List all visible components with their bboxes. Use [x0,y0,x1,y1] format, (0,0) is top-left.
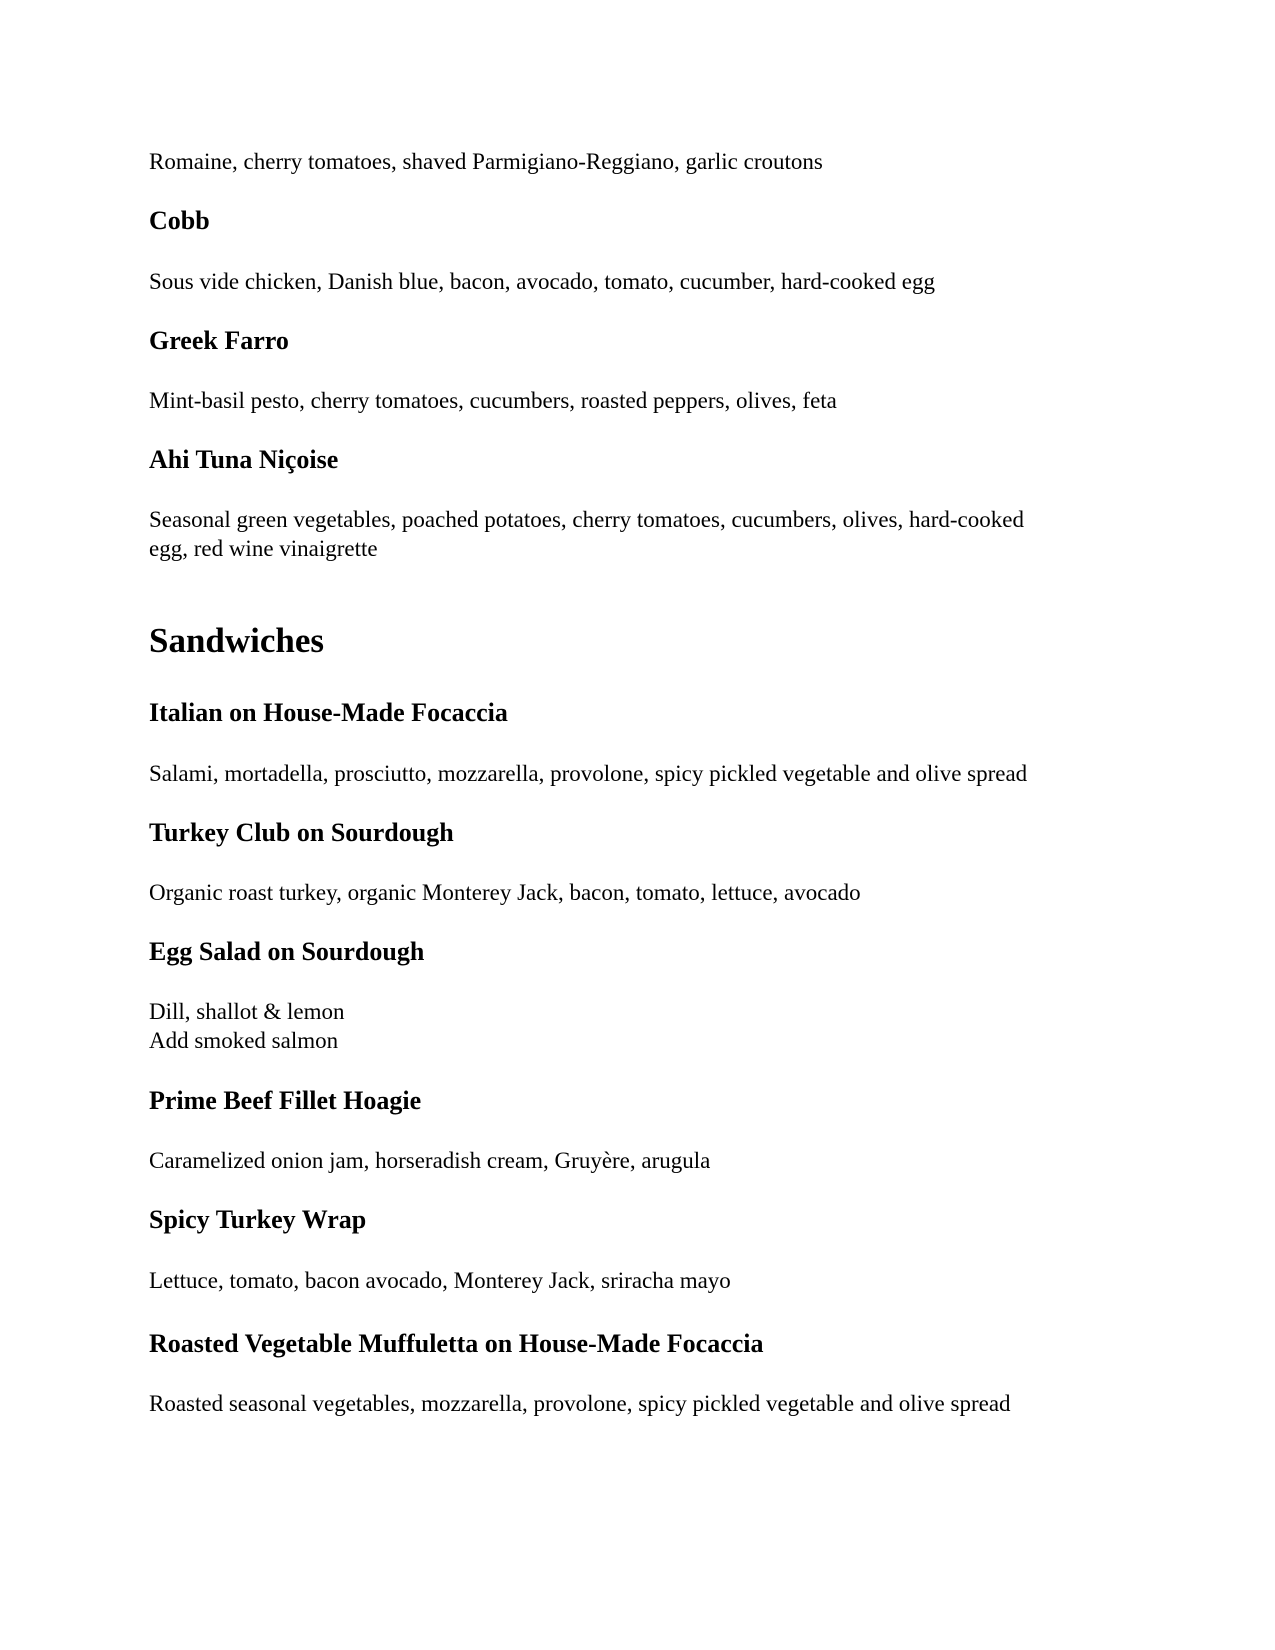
description-line: Seasonal green vegetables, poached potatoes, cherry tomatoes, cucumbers, olives, hard-cooked [149,507,1024,532]
sandwich-item-name-prime-beef-hoagie: Prime Beef Fillet Hoagie [149,1086,422,1115]
salad-item-name-greek-farro: Greek Farro [149,326,289,355]
salad-item-name-ahi-tuna-nicoise: Ahi Tuna Niçoise [149,445,339,474]
description-line: Add smoked salmon [149,1028,339,1053]
sandwich-item-description-turkey-club: Organic roast turkey, organic Monterey Jack, bacon, tomato, lettuce, avocado [149,880,861,905]
description-line: egg, red wine vinaigrette [149,536,378,561]
sandwich-item-description-spicy-turkey-wrap: Lettuce, tomato, bacon avocado, Monterey Jack, sriracha mayo [149,1268,731,1293]
sandwich-item-description-prime-beef-hoagie: Caramelized onion jam, horseradish cream, Gruyère, arugula [149,1148,711,1173]
sandwich-item-name-egg-salad: Egg Salad on Sourdough [149,937,425,966]
sandwich-item-name-spicy-turkey-wrap: Spicy Turkey Wrap [149,1205,367,1234]
salad-description-caesar: Romaine, cherry tomatoes, shaved Parmigiano-Reggiano, garlic croutons [149,149,823,174]
sandwich-item-name-roasted-vegetable-muffuletta: Roasted Vegetable Muffuletta on House-Made Focaccia [149,1329,764,1358]
sandwich-item-name-italian: Italian on House-Made Focaccia [149,698,508,727]
sandwich-item-description-italian: Salami, mortadella, prosciutto, mozzarella, provolone, spicy pickled vegetable and olive spread [149,761,1028,786]
sandwich-item-name-turkey-club: Turkey Club on Sourdough [149,818,454,847]
salad-item-description-greek-farro: Mint-basil pesto, cherry tomatoes, cucumbers, roasted peppers, olives, feta [149,388,837,413]
salad-item-name-cobb: Cobb [149,206,210,235]
description-line: Dill, shallot & lemon [149,999,345,1024]
salad-item-description-ahi-tuna-nicoise [149,505,1024,563]
salad-item-description-cobb: Sous vide chicken, Danish blue, bacon, avocado, tomato, cucumber, hard-cooked egg [149,269,935,294]
sandwich-item-description-roasted-vegetable-muffuletta: Roasted seasonal vegetables, mozzarella, provolone, spicy pickled vegetable and olive spread [149,1391,1011,1416]
section-title-sandwiches: Sandwiches [149,621,325,660]
sandwich-item-description-egg-salad [149,997,345,1055]
